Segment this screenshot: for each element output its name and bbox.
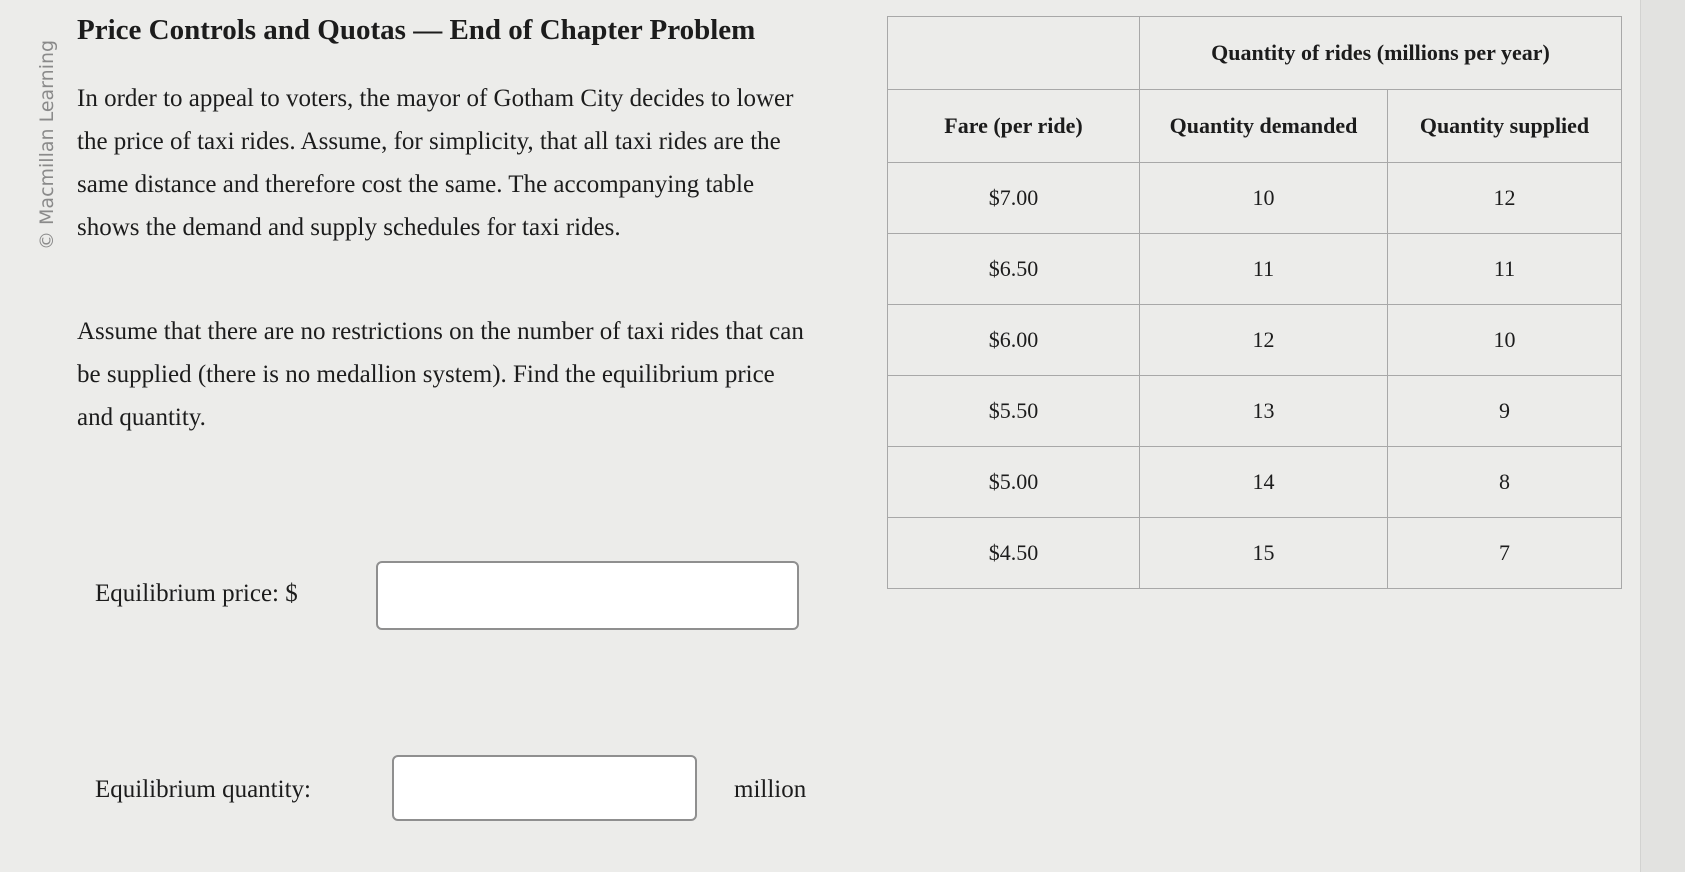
table-row (888, 447, 1622, 518)
supplied-cell: 11 (1388, 234, 1622, 305)
column-header: Quantity supplied (1388, 90, 1622, 163)
table-row (888, 163, 1622, 234)
fare-cell: $7.00 (888, 163, 1140, 234)
table-header-row (888, 90, 1622, 163)
table-group-header-row (888, 17, 1622, 90)
supplied-cell: 12 (1388, 163, 1622, 234)
supplied-cell: 10 (1388, 305, 1622, 376)
demanded-cell: 10 (1140, 163, 1388, 234)
equilibrium-quantity-label: Equilibrium quantity: (95, 776, 311, 803)
fare-cell: $5.50 (888, 376, 1140, 447)
supplied-cell: 9 (1388, 376, 1622, 447)
empty-header-cell (888, 17, 1140, 90)
screen-edge (1640, 0, 1685, 872)
demanded-cell: 11 (1140, 234, 1388, 305)
supplied-cell: 8 (1388, 447, 1622, 518)
demanded-cell: 13 (1140, 376, 1388, 447)
table-row (888, 305, 1622, 376)
demanded-cell: 15 (1140, 518, 1388, 589)
equilibrium-price-input[interactable] (376, 561, 799, 630)
fare-cell: $6.50 (888, 234, 1140, 305)
copyright-watermark: © Macmillan Learning (36, 39, 58, 250)
quantity-group-header: Quantity of rides (millions per year) (1140, 17, 1622, 90)
problem-paragraph: In order to appeal to voters, the mayor of Gotham City decides to lower the price of taxi rides. Assume, for simplicity, that all taxi rides are the same distance and therefore cost the same. The accompanying table shows the demand and supply schedules for taxi rides. (77, 85, 794, 241)
quantity-unit-label: million (734, 776, 807, 803)
column-header: Quantity demanded (1140, 90, 1388, 163)
table-row (888, 376, 1622, 447)
supply-demand-table (887, 16, 1622, 589)
supplied-cell: 7 (1388, 518, 1622, 589)
column-header: Fare (per ride) (888, 90, 1140, 163)
fare-cell: $6.00 (888, 305, 1140, 376)
page-title: Price Controls and Quotas — End of Chapter Problem (77, 14, 756, 46)
table-row (888, 234, 1622, 305)
demanded-cell: 12 (1140, 305, 1388, 376)
fare-cell: $5.00 (888, 447, 1140, 518)
table-row (888, 518, 1622, 589)
fare-cell: $4.50 (888, 518, 1140, 589)
equilibrium-quantity-input[interactable] (392, 755, 697, 821)
demanded-cell: 14 (1140, 447, 1388, 518)
question-paragraph: Assume that there are no restrictions on the number of taxi rides that can be supplied (there is no medallion system). Find the equilibrium price and quantity. (77, 318, 804, 431)
equilibrium-price-label: Equilibrium price: $ (95, 580, 298, 607)
